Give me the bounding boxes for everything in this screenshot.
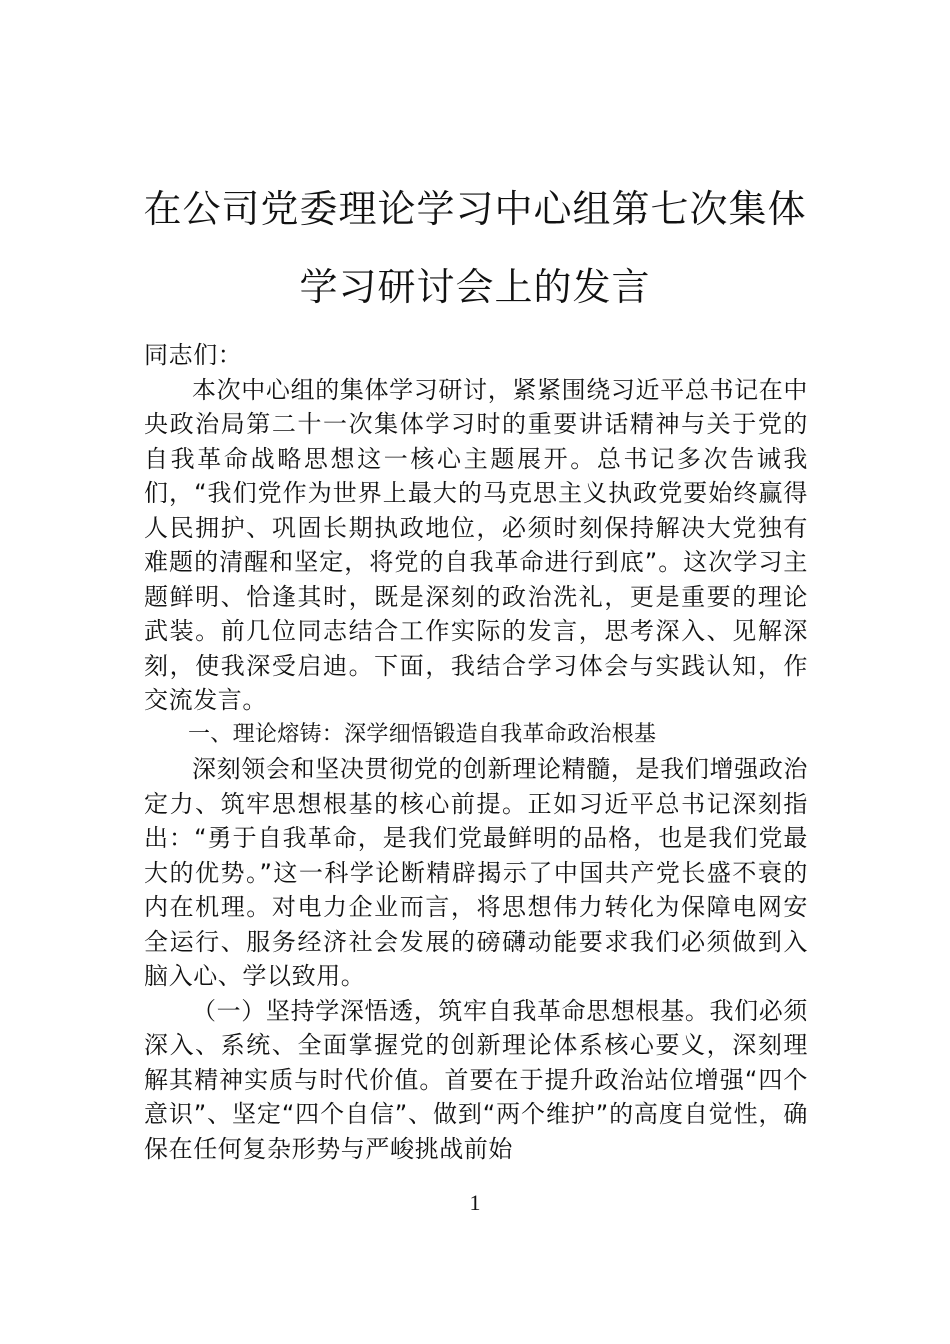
- document-title: 在公司党委理论学习中心组第七次集体学习研讨会上的发言: [143, 187, 807, 309]
- paragraph-intro: 本次中心组的集体学习研讨，紧紧围绕习近平总书记在中央政治局第二十一次集体学习时的重要讲话精神与关于党的自我革命战略思想这一核心主题展开。总书记多次告诫我们，“我们党作为世界上最大的马克思主义执政党要始终赢得人民拥护、巩固长期执政地位，必须时刻保持解决大党独有难题的清醒和坚定，将党的自我革命进行到底”。这次学习主题鲜明、恰逢其时，既是深刻的政治洗礼，更是重要的理论武装。前几位同志结合工作实际的发言，思考深入、见解深刻，使我深受启迪。下面，我结合学习体会与实践认知，作交流发言。: [144, 375, 808, 714]
- paragraph-subsection-1: （一）坚持学深悟透，筑牢自我革命思想根基。我们必须深入、系统、全面掌握党的创新理论体系核心要义，深刻理解其精神实质与时代价值。首要在于提升政治站位增强“四个意识”、坚定“四个自信”、做到“两个维护”的高度自觉性，确保在任何复杂形势与严峻挑战前始: [144, 996, 808, 1163]
- document-body: [144, 338, 808, 1166]
- section-heading-1: 一、理论熔铸：深学细悟锻造自我革命政治根基: [188, 721, 657, 747]
- page-number: 1: [469, 1190, 481, 1215]
- paragraph-section-1: 深刻领会和坚决贯彻党的创新理论精髓，是我们增强政治定力、筑牢思想根基的核心前提。正如习近平总书记深刻指出：“勇于自我革命，是我们党最鲜明的品格，也是我们党最大的优势。”这一科学论断精辟揭示了中国共产党长盛不衰的内在机理。对电力企业而言，将思想伟力转化为保障电网安全运行、服务经济社会发展的磅礴动能要求我们必须做到入脑入心、学以致用。: [144, 755, 808, 990]
- salutation: 同志们：: [144, 341, 243, 369]
